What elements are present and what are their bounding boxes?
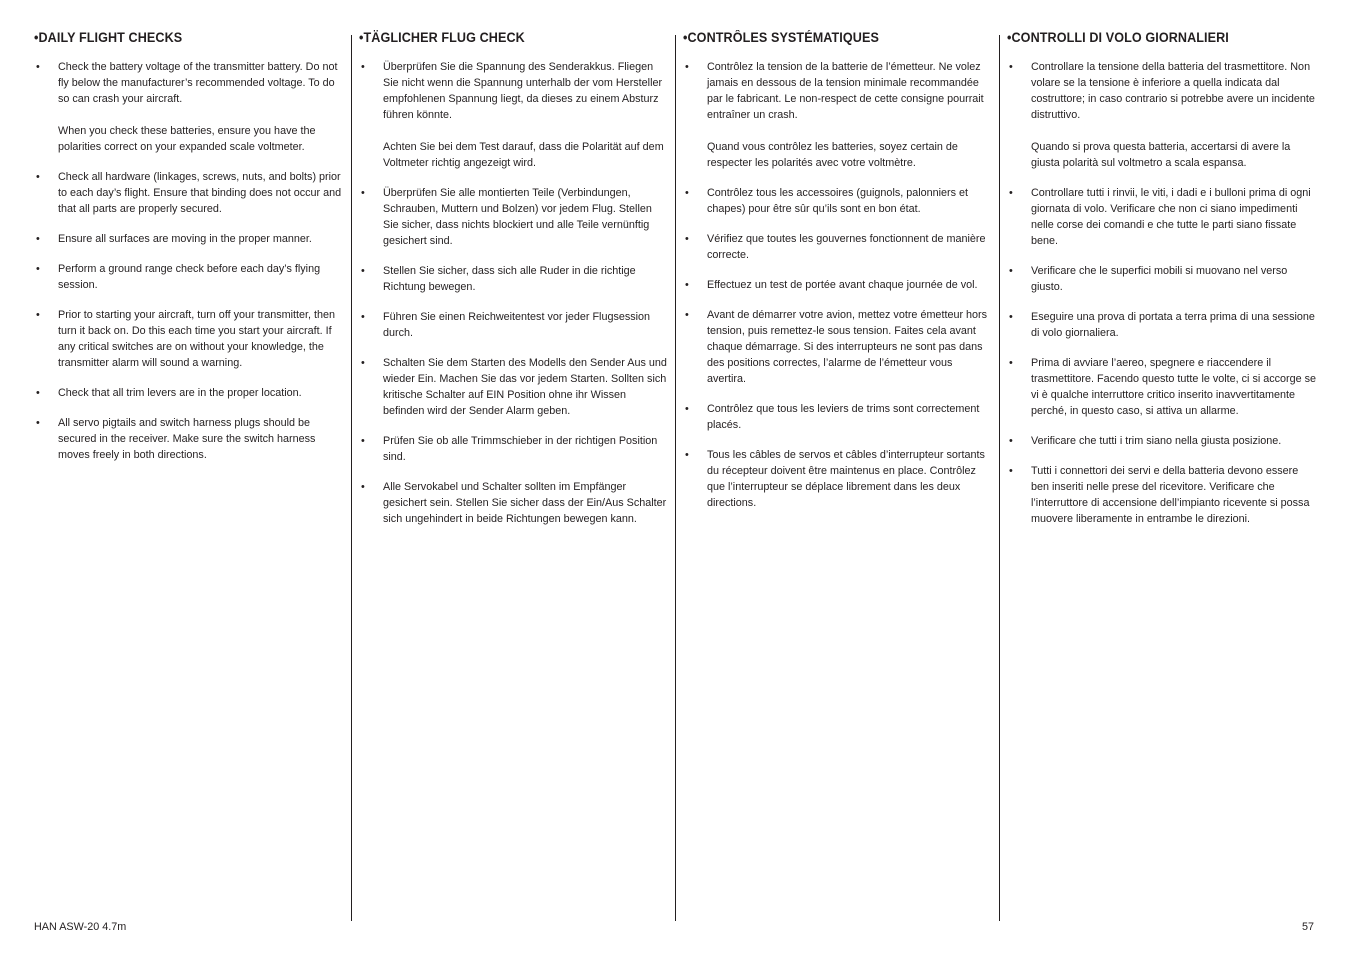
list-item xyxy=(34,59,344,155)
list-item xyxy=(1007,59,1317,171)
item-text: Überprüfen Sie alle montierten Teile (Verbindungen, Schrauben, Muttern und Bolzen) vor jedem Flug. Stellen Sie sicher, dass nichts blockiert und alle Teile vernünftig gesichert sind. xyxy=(383,187,652,247)
list-item xyxy=(359,479,667,527)
item-text: Contrôlez tous les accessoires (guignols, palonniers et chapes) pour être sûr qu’ils sont en bon état. xyxy=(707,187,969,215)
column-english xyxy=(34,30,344,920)
item-text: Verificare che tutti i trim siano nella giusta posizione. xyxy=(1031,435,1282,447)
item-text: Vérifiez que toutes les gouvernes fonctionnent de manière correcte. xyxy=(707,233,986,261)
item-text: Perform a ground range check before each day’s flying session. xyxy=(58,263,321,291)
bullet-icon: • xyxy=(36,417,40,429)
item-text: Prior to starting your aircraft, turn off your transmitter, then turn it back on. Do this each time you start your aircraft. If any critical switches are on without your knowledge, the transmitter alarm will sound a warning. xyxy=(58,309,336,369)
item-text: Check all hardware (linkages, screws, nuts, and bolts) prior to each day’s flight. Ensure that binding does not occur and that all parts are properly secured. xyxy=(58,171,342,215)
bullet-icon: • xyxy=(1009,465,1013,477)
bullet-icon: • xyxy=(685,233,689,245)
item-text: Eseguire una prova di portata a terra prima di una sessione di volo giornaliera. xyxy=(1031,311,1315,339)
check-list xyxy=(34,59,344,463)
section-heading: •CONTROLLI DI VOLO GIORNALIERI xyxy=(1007,30,1229,45)
list-item xyxy=(1007,355,1317,419)
list-item xyxy=(683,185,993,217)
bullet-icon: • xyxy=(685,279,689,291)
item-text: Contrôlez que tous les leviers de trims sont correctement placés. xyxy=(707,403,980,431)
bullet-icon: • xyxy=(361,357,365,369)
item-text: Schalten Sie dem Starten des Modells den Sender Aus und wieder Ein. Machen Sie das vor jedem Starten. Sollten sich kritische Schalter auf EIN Position ohne ihr Wissen befinden wird der Sender Alarm geben. xyxy=(383,357,667,417)
list-item xyxy=(34,415,344,463)
column-divider xyxy=(999,35,1000,921)
bullet-icon: • xyxy=(36,309,40,321)
item-text: Contrôlez la tension de la batterie de l’émetteur. Ne volez jamais en dessous de la tension minimale recommandée par le fabricant. Le non-respect de cette consigne pourrait entraîner un crash. xyxy=(707,61,984,121)
page-number: 57 xyxy=(1301,921,1314,933)
item-text: Prüfen Sie ob alle Trimmschieber in der richtigen Position sind. xyxy=(383,435,658,463)
bullet-icon: • xyxy=(1009,265,1013,277)
list-item xyxy=(34,385,344,401)
list-item xyxy=(1007,309,1317,341)
list-item xyxy=(683,307,993,387)
item-text: Alle Servokabel und Schalter sollten im Empfänger gesichert sein. Stellen Sie sicher dass der Ein/Aus Schalter sich ungehindert in beide Richtungen bewegen kann. xyxy=(383,481,667,525)
list-item xyxy=(359,433,667,465)
section-heading: •TÄGLICHER FLUG CHECK xyxy=(359,30,525,45)
bullet-icon: • xyxy=(36,387,40,399)
bullet-icon: • xyxy=(36,61,40,73)
column-german xyxy=(359,30,667,920)
item-text: Check the battery voltage of the transmitter battery. Do not fly below the manufacturer’s recommended voltage. To do so can crash your aircraft. xyxy=(58,61,338,105)
bullet-icon: • xyxy=(685,403,689,415)
bullet-icon: • xyxy=(361,435,365,447)
bullet-icon: • xyxy=(361,265,365,277)
list-item xyxy=(34,231,344,247)
item-text: Controllare tutti i rinvii, le viti, i dadi e i bulloni prima di ogni giornata di volo. Verificare che non ci siano impedimenti nelle corse dei comandi e che tutte le parti siano fissate bene. xyxy=(1031,187,1311,247)
bullet-icon: • xyxy=(361,61,365,73)
item-text: Stellen Sie sicher, dass sich alle Ruder in die richtige Richtung bewegen. xyxy=(383,265,636,293)
list-item xyxy=(34,169,344,217)
check-list xyxy=(359,59,667,527)
bullet-icon: • xyxy=(361,311,365,323)
item-text: Quand vous contrôlez les batteries, soyez certain de respecter les polarités avec votre voltmètre. xyxy=(707,141,958,169)
item-text: Verificare che le superfici mobili si muovano nel verso giusto. xyxy=(1031,265,1288,293)
footer-model-name: HAN ASW-20 4.7m xyxy=(34,921,127,933)
list-item xyxy=(359,185,667,249)
item-text: Check that all trim levers are in the proper location. xyxy=(58,387,302,399)
list-item xyxy=(359,59,667,171)
bullet-icon: • xyxy=(685,61,689,73)
list-item xyxy=(34,307,344,371)
item-text: Überprüfen Sie die Spannung des Senderakkus. Fliegen Sie nicht wenn die Spannung unterhalb der vom Hersteller empfohlenen Spannung liegt, da dieses zu einem Absturz führen könnte. xyxy=(383,61,663,121)
bullet-icon: • xyxy=(685,309,689,321)
item-text: Quando si prova questa batteria, accertarsi di avere la giusta polarità sul voltmetro a scala espansa. xyxy=(1031,141,1291,169)
check-list xyxy=(683,59,993,511)
item-text: Controllare la tensione della batteria del trasmettitore. Non volare se la tensione è inferiore a quella indicata dal costruttore; in caso contrario si potrebbe avere un incidente distruttivo. xyxy=(1031,61,1315,121)
item-text: Avant de démarrer votre avion, mettez votre émetteur hors tension, puis remettez-le sous tension. Faites cela avant chaque démarrage. Si des interrupteurs ne sont pas dans des positions correctes, l’alarme de l’émetteur vous avertira. xyxy=(707,309,988,385)
item-text: Führen Sie einen Reichweitentest vor jeder Flugsession durch. xyxy=(383,311,651,339)
bullet-icon: • xyxy=(1009,61,1013,73)
bullet-icon: • xyxy=(1009,187,1013,199)
column-italian xyxy=(1007,30,1317,920)
column-french xyxy=(683,30,993,920)
section-heading: •DAILY FLIGHT CHECKS xyxy=(34,30,183,45)
bullet-icon: • xyxy=(361,481,365,493)
list-item xyxy=(1007,185,1317,249)
list-item xyxy=(359,355,667,419)
section-heading: •CONTRÔLES SYSTÉMATIQUES xyxy=(683,30,879,45)
bullet-icon: • xyxy=(1009,435,1013,447)
item-text: All servo pigtails and switch harness plugs should be secured in the receiver. Make sure the switch harness moves freely in both directions. xyxy=(58,417,316,461)
item-text: Effectuez un test de portée avant chaque journée de vol. xyxy=(707,279,978,291)
column-divider xyxy=(351,35,352,921)
list-item xyxy=(683,59,993,171)
bullet-icon: • xyxy=(1009,357,1013,369)
bullet-icon: • xyxy=(36,233,40,245)
bullet-icon: • xyxy=(36,171,40,183)
item-text: Tutti i connettori dei servi e della batteria devono essere ben inseriti nelle prese del ricevitore. Verificare che l’interruttore di accensione dell’impianto ricevente si possa muovere liberamente in entrambe le direzioni. xyxy=(1031,465,1310,525)
bullet-icon: • xyxy=(36,263,40,275)
item-text: Ensure all surfaces are moving in the proper manner. xyxy=(58,233,312,245)
bullet-icon: • xyxy=(1009,311,1013,323)
check-list xyxy=(1007,59,1317,527)
list-item xyxy=(683,401,993,433)
list-item xyxy=(1007,433,1317,449)
bullet-icon: • xyxy=(361,187,365,199)
list-item xyxy=(1007,463,1317,527)
column-divider xyxy=(675,35,676,921)
list-item xyxy=(683,277,993,293)
item-text: Tous les câbles de servos et câbles d’interrupteur sortants du récepteur doivent être maintenus en place. Contrôlez que l’interrupteur se déplace librement dans les deux directions. xyxy=(707,449,985,509)
list-item xyxy=(1007,263,1317,295)
list-item xyxy=(359,263,667,295)
item-text: Achten Sie bei dem Test darauf, dass die Polarität auf dem Voltmeter richtig angezeigt wird. xyxy=(383,141,664,169)
bullet-icon: • xyxy=(685,449,689,461)
list-item xyxy=(683,447,993,511)
list-item xyxy=(359,309,667,341)
list-item xyxy=(34,261,344,293)
item-text: Prima di avviare l’aereo, spegnere e riaccendere il trasmettitore. Facendo questo tutte le volte, ci si accorge se vi è qualche interruttore critico inserito inavvertitamente perché, in questo caso, si attiva un allarme. xyxy=(1031,357,1317,417)
item-text: When you check these batteries, ensure you have the polarities correct on your expanded scale voltmeter. xyxy=(58,125,316,153)
list-item xyxy=(683,231,993,263)
bullet-icon: • xyxy=(685,187,689,199)
